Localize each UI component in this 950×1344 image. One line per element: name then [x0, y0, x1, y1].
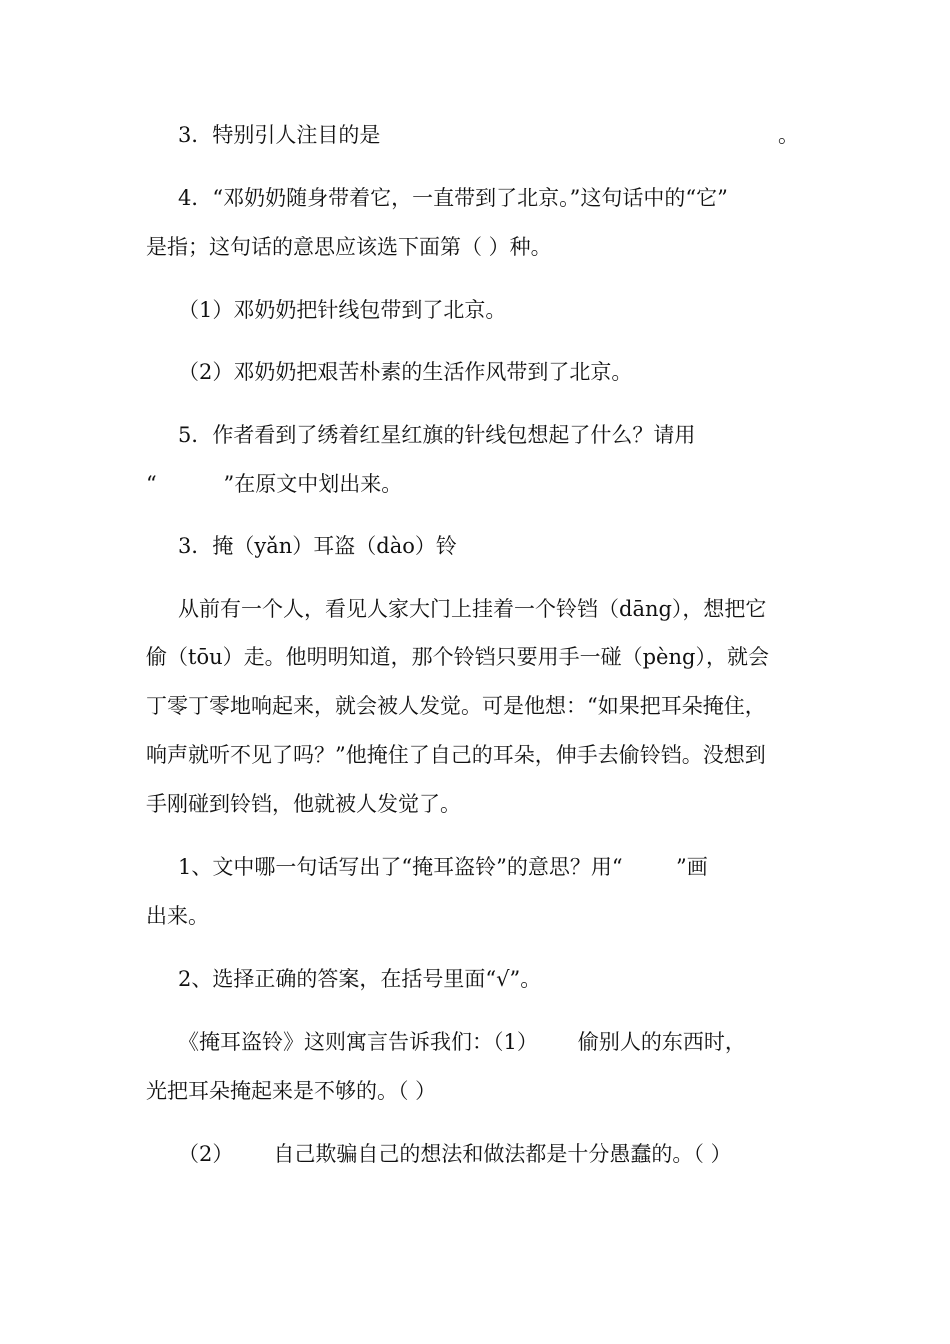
story-question-2: 2、选择正确的答案，在括号里面“√”。: [178, 967, 542, 991]
question-3-end-mark: 。: [778, 123, 799, 147]
story-question-2-option-1: 《掩耳盗铃》这则寓言告诉我们：（1） 偷别人的东西时，: [178, 1030, 746, 1054]
question-5-continuation: “ ”在原文中划出来。: [146, 472, 403, 496]
story-question-1: 1、文中哪一句话写出了“掩耳盗铃”的意思？用“ ”画: [178, 855, 708, 879]
story-paragraph-line-1: 从前有一个人，看见人家大门上挂着一个铃铛（dāng），想把它: [178, 597, 767, 621]
story-question-2-option-1-continuation: 光把耳朵掩起来是不够的。（ ）: [146, 1079, 437, 1103]
story-paragraph-line-2: 偷（tōu）走。他明明知道，那个铃铛只要用手一碰（pèng），就会: [146, 645, 769, 669]
story-paragraph-line-4: 响声就听不见了吗？”他掩住了自己的耳朵，伸手去偷铃铛。没想到: [146, 743, 766, 767]
story-paragraph-line-3: 丁零丁零地响起来，就会被人发觉。可是他想：“如果把耳朵掩住，: [146, 694, 766, 718]
section-title: 3．掩（yǎn）耳盗（dào）铃: [178, 534, 457, 558]
question-5-text: 5．作者看到了绣着红星红旗的针线包想起了什么？请用: [178, 423, 696, 447]
story-question-2-option-2: （2） 自己欺骗自己的想法和做法都是十分愚蠢的。（ ）: [178, 1142, 732, 1166]
question-4-option-2: （2）邓奶奶把艰苦朴素的生活作风带到了北京。: [178, 360, 633, 384]
question-3-text: 3．特别引人注目的是: [178, 123, 381, 147]
story-question-1-continuation: 出来。: [146, 904, 209, 928]
question-4-continuation: 是指；这句话的意思应该选下面第（ ）种。: [146, 235, 552, 259]
question-4-option-1: （1）邓奶奶把针线包带到了北京。: [178, 298, 507, 322]
question-4-text: 4．“邓奶奶随身带着它，一直带到了北京。”这句话中的“它”: [178, 186, 728, 210]
story-paragraph-line-5: 手刚碰到铃铛，他就被人发觉了。: [146, 792, 461, 816]
